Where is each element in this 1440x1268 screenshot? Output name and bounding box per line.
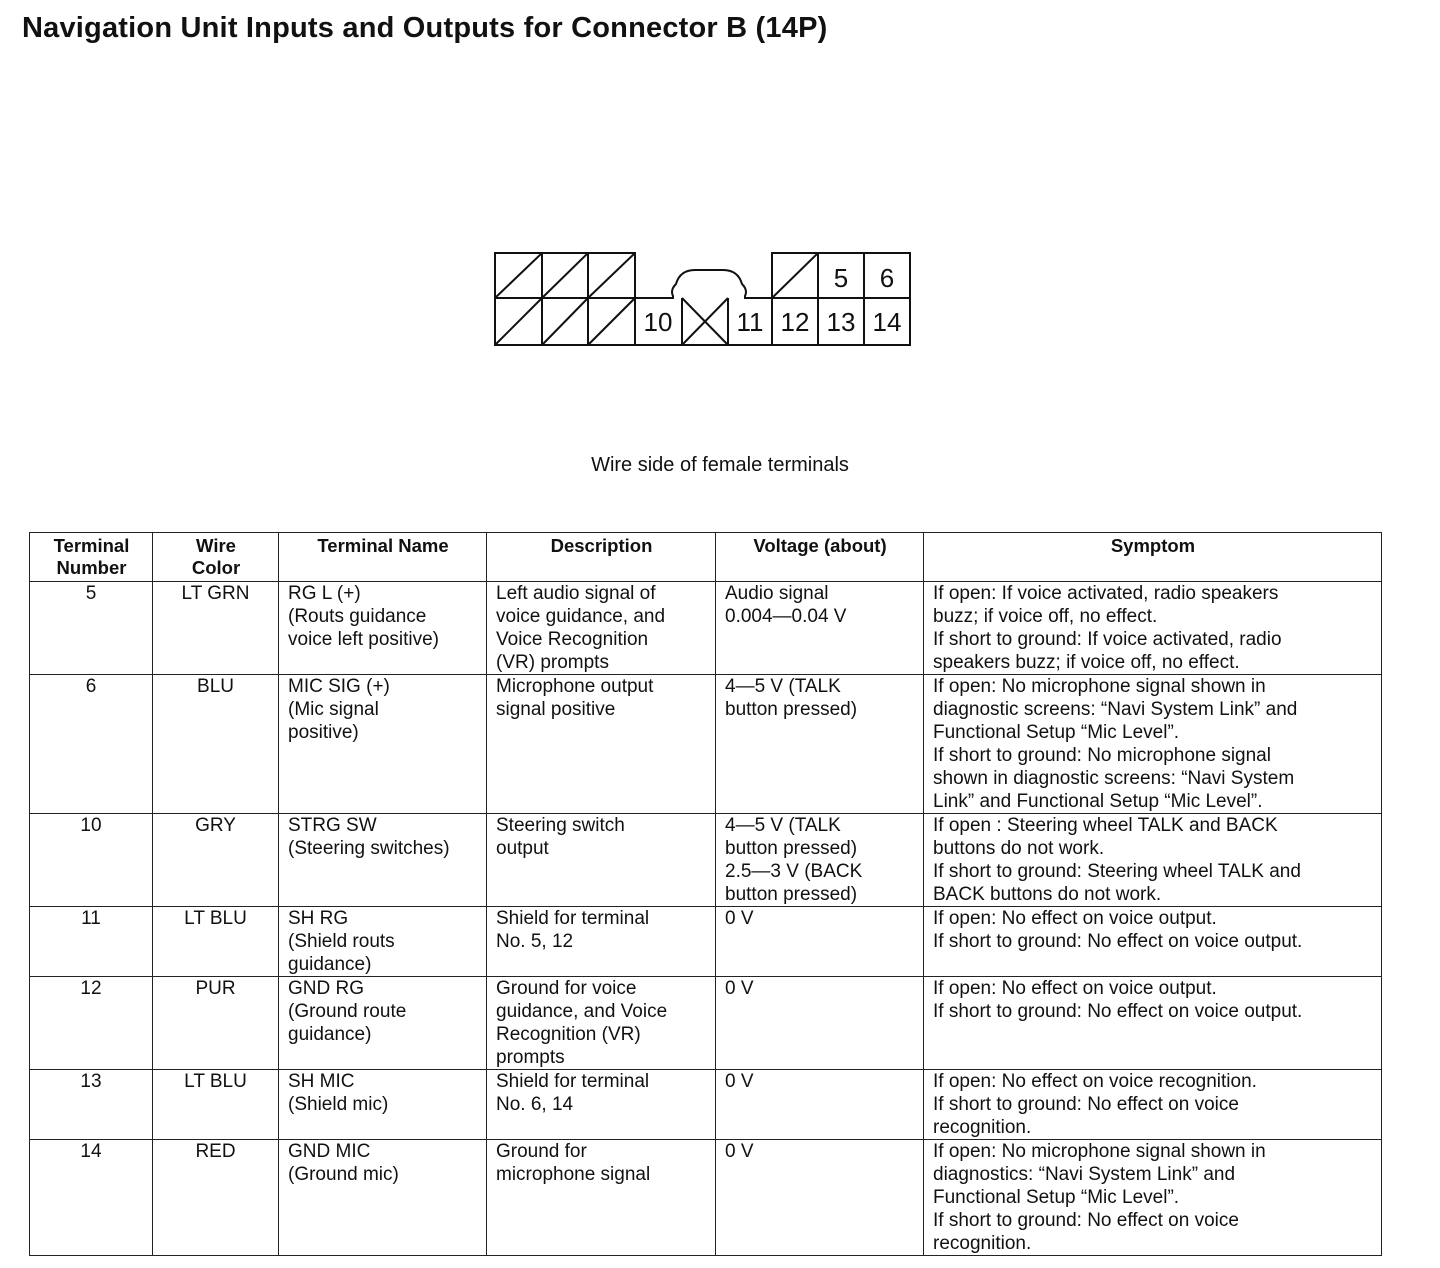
- cell-symptom: [924, 977, 1382, 1070]
- cell-wire-color: LT BLU: [153, 907, 279, 977]
- cell-terminal-name-line: (Ground mic): [288, 1164, 399, 1185]
- cell-voltage-line: 0 V: [725, 1141, 754, 1162]
- cell-description-line: Recognition (VR): [496, 1024, 641, 1045]
- cell-wire-color: RED: [153, 1140, 279, 1256]
- header-terminal-name: Terminal Name: [279, 533, 487, 582]
- table-row: [30, 582, 1382, 675]
- terminal-label-10: 10: [643, 307, 673, 337]
- terminal-table-container: [29, 532, 1381, 1256]
- cell-voltage-line: 4—5 V (TALK: [725, 676, 841, 697]
- cell-voltage: [716, 675, 924, 814]
- terminal-label-11: 11: [736, 307, 764, 337]
- cell-voltage: [716, 907, 924, 977]
- cell-symptom-line: speakers buzz; if voice off, no effect.: [933, 652, 1240, 673]
- cell-description-line: guidance, and Voice: [496, 1001, 668, 1022]
- cell-terminal-name-line: RG L (+): [288, 583, 361, 604]
- cell-terminal-name-line: MIC SIG (+): [288, 676, 390, 697]
- cell-symptom-line: If open: If voice activated, radio speakers: [933, 583, 1279, 604]
- cell-terminal-number: 10: [30, 814, 153, 907]
- cell-symptom: [924, 1070, 1382, 1140]
- cell-wire-color: LT GRN: [153, 582, 279, 675]
- blank-cavity: [588, 298, 635, 345]
- cell-wire-color: BLU: [153, 675, 279, 814]
- cell-symptom: [924, 907, 1382, 977]
- cell-symptom-line: If short to ground: No effect on voice output.: [933, 1001, 1303, 1022]
- cell-symptom-line: shown in diagnostic screens: “Navi System: [933, 768, 1295, 789]
- cell-symptom-line: If open: No microphone signal shown in: [933, 1141, 1266, 1162]
- table-row: [30, 675, 1382, 814]
- cell-symptom-line: Link” and Functional Setup “Mic Level”.: [933, 791, 1263, 812]
- cell-description-line: Shield for terminal: [496, 908, 650, 929]
- cell-description-line: signal positive: [496, 699, 616, 720]
- cell-terminal-name-line: positive): [288, 722, 359, 743]
- table-row: [30, 814, 1382, 907]
- cell-terminal-number: 6: [30, 675, 153, 814]
- cell-terminal-name: [279, 977, 487, 1070]
- cell-description-line: Ground for voice: [496, 978, 637, 999]
- cell-terminal-name: [279, 1140, 487, 1256]
- terminal-table: [29, 532, 1382, 1256]
- cell-description: [487, 1070, 716, 1140]
- page-title: Navigation Unit Inputs and Outputs for Connector B (14P): [22, 12, 828, 44]
- cell-symptom-line: Functional Setup “Mic Level”.: [933, 722, 1180, 743]
- terminal-label-13: 13: [826, 307, 856, 337]
- cell-symptom-line: If short to ground: Steering wheel TALK and: [933, 861, 1301, 882]
- cell-terminal-number: 13: [30, 1070, 153, 1140]
- cell-voltage: [716, 582, 924, 675]
- cell-symptom-line: Functional Setup “Mic Level”.: [933, 1187, 1180, 1208]
- cell-symptom-line: If open : Steering wheel TALK and BACK: [933, 815, 1278, 836]
- cell-terminal-name: [279, 907, 487, 977]
- cell-symptom-line: If open: No effect on voice output.: [933, 908, 1217, 929]
- cell-voltage-line: 0 V: [725, 1071, 754, 1092]
- table-row: [30, 907, 1382, 977]
- cell-terminal-number: 14: [30, 1140, 153, 1256]
- cell-terminal-name-line: GND RG: [288, 978, 364, 999]
- cell-description: [487, 582, 716, 675]
- cell-terminal-name: [279, 1070, 487, 1140]
- cell-voltage: [716, 1140, 924, 1256]
- terminal-label-6: 6: [879, 263, 895, 293]
- cell-description: [487, 814, 716, 907]
- cell-voltage: [716, 814, 924, 907]
- cell-terminal-name-line: (Ground route: [288, 1001, 407, 1022]
- table-row: [30, 1070, 1382, 1140]
- cell-voltage-line: 0.004—0.04 V: [725, 606, 847, 627]
- connector-caption: Wire side of female terminals: [591, 454, 849, 476]
- blank-cavity: [495, 253, 542, 298]
- cell-symptom-line: If open: No effect on voice recognition.: [933, 1071, 1257, 1092]
- cell-voltage-line: button pressed): [725, 838, 858, 859]
- cell-symptom-line: If open: No effect on voice output.: [933, 978, 1217, 999]
- cell-terminal-name-line: guidance): [288, 1024, 372, 1045]
- cell-description-line: Voice Recognition: [496, 629, 649, 650]
- cell-description-line: Shield for terminal: [496, 1071, 650, 1092]
- cell-terminal-name-line: (Steering switches): [288, 838, 450, 859]
- terminal-label-12: 12: [780, 307, 810, 337]
- header-wire-color: Wire Color: [153, 533, 279, 582]
- header-description: Description: [487, 533, 716, 582]
- cell-description-line: No. 6, 14: [496, 1094, 574, 1115]
- cell-symptom-line: BACK buttons do not work.: [933, 884, 1162, 905]
- cell-description-line: prompts: [496, 1047, 565, 1068]
- cell-terminal-number: 12: [30, 977, 153, 1070]
- cell-symptom-line: recognition.: [933, 1117, 1032, 1138]
- cell-symptom-line: If short to ground: No microphone signal: [933, 745, 1271, 766]
- cell-terminal-name-line: voice left positive): [288, 629, 440, 650]
- blank-cavity: [588, 253, 635, 298]
- cell-symptom: [924, 1140, 1382, 1256]
- cell-description: [487, 1140, 716, 1256]
- cell-symptom-line: recognition.: [933, 1233, 1032, 1254]
- terminal-label-5: 5: [833, 263, 849, 293]
- blank-cavity: [495, 298, 542, 345]
- cell-symptom-line: If short to ground: If voice activated, radio: [933, 629, 1282, 650]
- cell-symptom-line: If short to ground: No effect on voice: [933, 1094, 1239, 1115]
- cell-terminal-name: [279, 582, 487, 675]
- table-row: [30, 1140, 1382, 1256]
- cell-terminal-name: [279, 675, 487, 814]
- cell-description-line: Microphone output: [496, 676, 654, 697]
- cell-voltage-line: 4—5 V (TALK: [725, 815, 841, 836]
- cell-description-line: (VR) prompts: [496, 652, 609, 673]
- cell-symptom-line: If short to ground: No effect on voice output.: [933, 931, 1303, 952]
- cell-terminal-name-line: SH MIC: [288, 1071, 355, 1092]
- cell-wire-color: PUR: [153, 977, 279, 1070]
- cell-voltage-line: 0 V: [725, 908, 754, 929]
- cell-terminal-name-line: (Routs guidance: [288, 606, 427, 627]
- header-terminal-number: Terminal Number: [30, 533, 153, 582]
- cell-symptom-line: buzz; if voice off, no effect.: [933, 606, 1158, 627]
- header-symptom: Symptom: [924, 533, 1382, 582]
- header-voltage: Voltage (about): [716, 533, 924, 582]
- cell-voltage-line: 2.5—3 V (BACK: [725, 861, 863, 882]
- cell-terminal-name-line: guidance): [288, 954, 372, 975]
- cell-description-line: No. 5, 12: [496, 931, 574, 952]
- cell-description: [487, 907, 716, 977]
- cell-symptom-line: If short to ground: No effect on voice: [933, 1210, 1239, 1231]
- blank-cavity: [542, 298, 588, 345]
- cell-description: [487, 977, 716, 1070]
- cell-symptom-line: diagnostic screens: “Navi System Link” and: [933, 699, 1298, 720]
- cell-voltage-line: 0 V: [725, 978, 754, 999]
- table-header-row: [30, 533, 1382, 582]
- cell-symptom: [924, 814, 1382, 907]
- cell-terminal-number: 11: [30, 907, 153, 977]
- cell-symptom-line: diagnostics: “Navi System Link” and: [933, 1164, 1236, 1185]
- table-row: [30, 977, 1382, 1070]
- cell-voltage-line: button pressed): [725, 699, 858, 720]
- cell-description-line: Left audio signal of: [496, 583, 656, 604]
- cell-voltage-line: button pressed): [725, 884, 858, 905]
- cell-description-line: Ground for: [496, 1141, 587, 1162]
- cell-terminal-name-line: SH RG: [288, 908, 349, 929]
- cell-terminal-name-line: (Mic signal: [288, 699, 379, 720]
- cell-voltage-line: Audio signal: [725, 583, 829, 604]
- cell-terminal-name-line: (Shield mic): [288, 1094, 389, 1115]
- cell-description-line: Steering switch: [496, 815, 625, 836]
- cell-terminal-name-line: (Shield routs: [288, 931, 395, 952]
- cell-terminal-number: 5: [30, 582, 153, 675]
- connector-diagram: [480, 240, 930, 360]
- cell-description-line: voice guidance, and: [496, 606, 666, 627]
- blank-cavity: [542, 253, 588, 298]
- blank-cavity: [772, 253, 818, 298]
- cell-symptom: [924, 582, 1382, 675]
- terminal-label-14: 14: [872, 307, 902, 337]
- cell-symptom-line: buttons do not work.: [933, 838, 1105, 859]
- cell-description: [487, 675, 716, 814]
- cell-wire-color: LT BLU: [153, 1070, 279, 1140]
- cell-terminal-name-line: STRG SW: [288, 815, 377, 836]
- cell-terminal-name: [279, 814, 487, 907]
- cell-terminal-name-line: GND MIC: [288, 1141, 371, 1162]
- cell-description-line: output: [496, 838, 549, 859]
- cell-voltage: [716, 1070, 924, 1140]
- cell-symptom: [924, 675, 1382, 814]
- cell-wire-color: GRY: [153, 814, 279, 907]
- cell-symptom-line: If open: No microphone signal shown in: [933, 676, 1266, 697]
- cell-voltage: [716, 977, 924, 1070]
- cell-description-line: microphone signal: [496, 1164, 651, 1185]
